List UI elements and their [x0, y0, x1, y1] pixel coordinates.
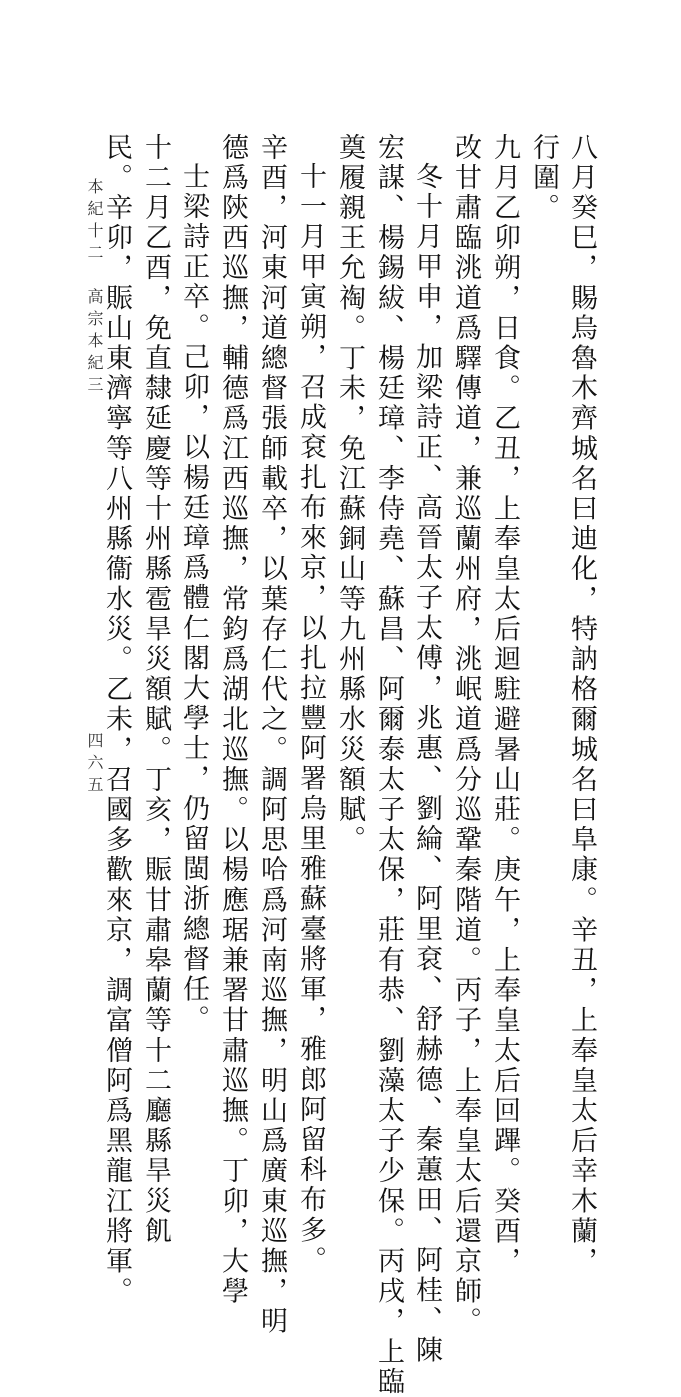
text-column-13: 民。辛卯，賑山東濟寧等八州縣衞水災。乙未，召國多歡來京，調富僧阿爲黑龍江將軍。 [101, 133, 132, 1307]
text-column-3: 九月乙卯朔，日食。乙丑，上奉皇太后迴駐避暑山莊。庚午，上奉皇太后回蹕。癸酉， [489, 133, 520, 1277]
text-column-9: 辛酉，河東河道總督張師載卒，以葉存仁代之。調阿思哈爲河南巡撫，明山爲廣東巡撫，明 [256, 133, 287, 1337]
text-column-7: 奠履親王允祹。丁未，免江蘇銅山等九州縣水災額賦。 [334, 133, 365, 856]
text-column-12: 十二月乙酉，免直隸延慶等十州縣雹旱災額賦。丁亥，賑甘肅皋蘭等十二廳縣旱災飢 [140, 133, 171, 1247]
section-title: 本紀十二 高宗本紀三 [85, 178, 104, 398]
page-number: 四六五 [85, 732, 104, 798]
text-column-1: 八月癸巳，賜烏魯木齊城名曰迪化，特訥格爾城名曰阜康。辛丑，上奉皇太后幸木蘭， [566, 133, 597, 1277]
text-column-4: 改甘肅臨洮道爲驛傳道，兼巡蘭州府，洮岷道爲分巡鞏秦階道。丙子，上奉皇太后還京師。 [450, 133, 481, 1337]
text-column-11: 士梁詩正卒。己卯，以楊廷璋爲體仁閣大學士，仍留閩浙總督任。 [178, 162, 209, 1035]
text-column-6: 宏謀、楊錫紱、楊廷璋、李侍堯、蘇昌、阿爾泰太子太保，莊有恭、劉藻太子少保。丙戌，上臨 [373, 133, 404, 1397]
text-column-10: 德爲陝西巡撫，輔德爲江西巡撫，常鈞爲湖北巡撫。以楊應琚兼署甘肅巡撫。丁卯，大學 [217, 133, 248, 1307]
text-column-5: 冬十月甲申，加梁詩正、高晉太子太傅，兆惠、劉綸、阿里袞、舒赫德、秦蕙田、阿桂、陳 [411, 162, 442, 1366]
text-column-8: 十一月甲寅朔，召成袞扎布來京，以扎拉豐阿署烏里雅蘇臺將軍，雅郎阿留科布多。 [295, 162, 326, 1276]
text-column-2: 行圍。 [528, 133, 559, 224]
